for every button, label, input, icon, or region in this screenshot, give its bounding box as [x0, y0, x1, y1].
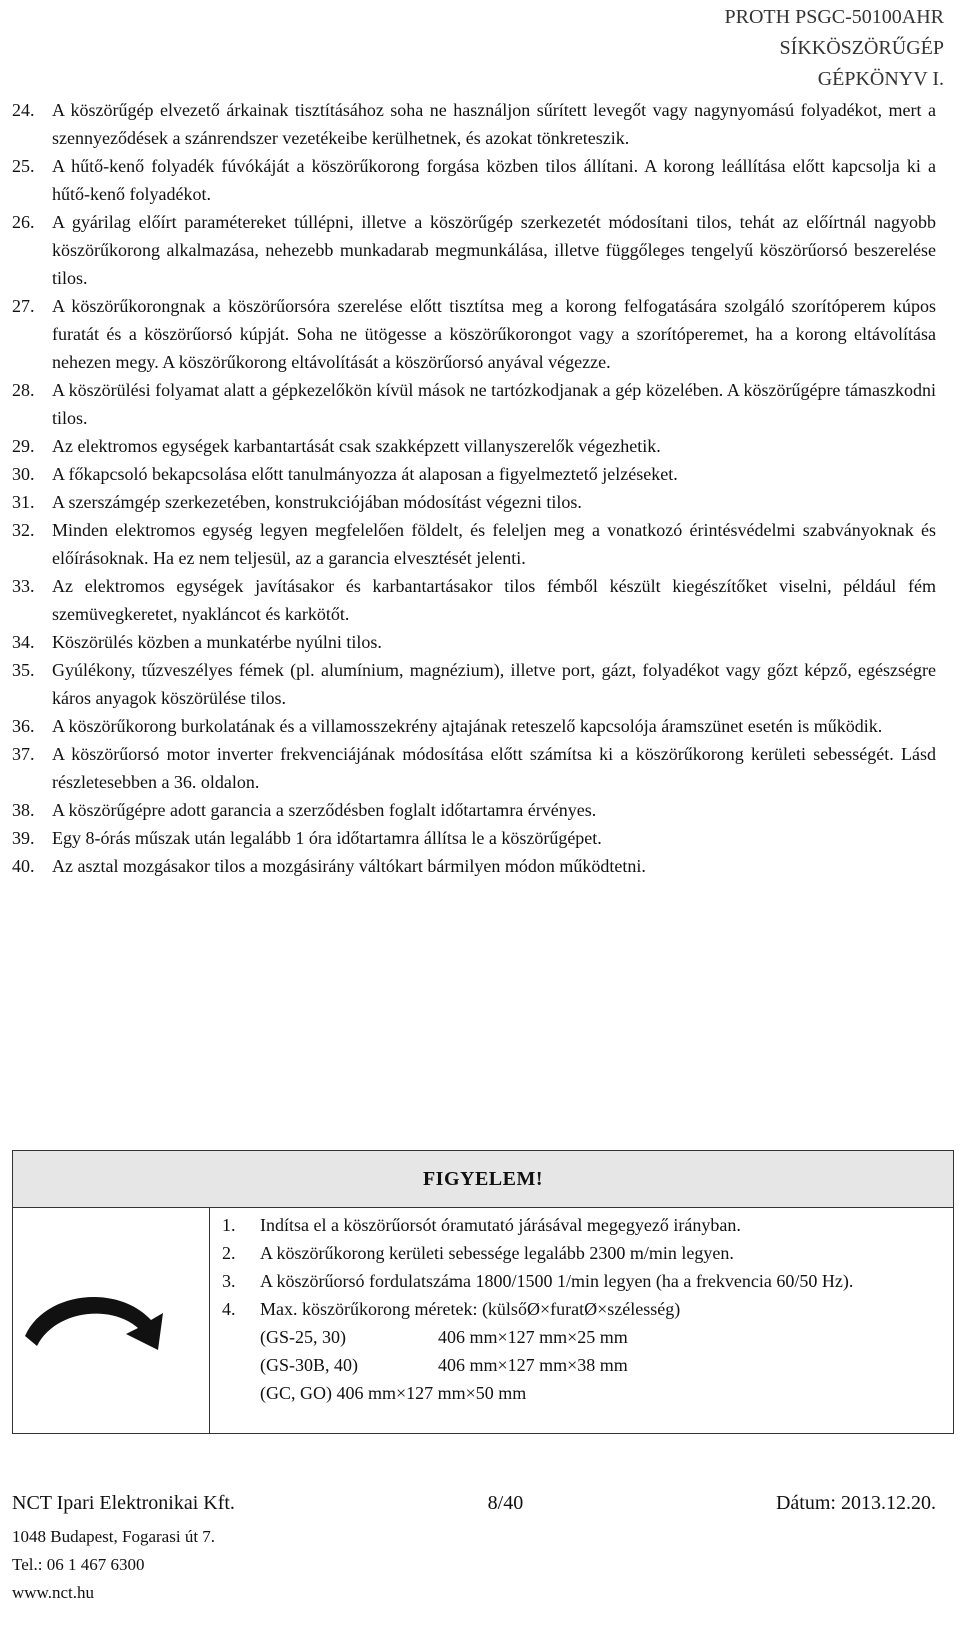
rule-item-text: A köszörűkorong burkolatának és a villamosszekrény ajtajának reteszelő kapcsolója áramszünet esetén is működik.	[52, 716, 883, 736]
header-model: PROTH PSGC-50100AHR	[724, 6, 944, 28]
header-machine-type: SÍKKÖSZÖRŰGÉP	[779, 37, 944, 59]
rule-item-number: 26.	[12, 212, 35, 232]
rule-item	[12, 572, 936, 628]
footer-website[interactable]: www.nct.hu	[12, 1583, 94, 1602]
rule-item-number: 38.	[12, 800, 35, 820]
rule-item	[12, 824, 936, 852]
rotation-direction-panel	[13, 1208, 210, 1434]
dimension-model: (GS-25, 30)	[260, 1327, 346, 1347]
rule-item	[12, 292, 936, 376]
rule-item-number: 33.	[12, 576, 35, 596]
rule-item-number: 28.	[12, 380, 35, 400]
rule-item	[12, 740, 936, 796]
rule-item-text: Az asztal mozgásakor tilos a mozgásirány váltókart bármilyen módon működtetni.	[52, 856, 646, 876]
dimension-row: (GC, GO) 406 mm×127 mm×50 mm	[260, 1383, 527, 1403]
rule-item-number: 32.	[12, 520, 35, 540]
rule-item-number: 24.	[12, 100, 35, 120]
rule-item	[12, 712, 936, 740]
rule-item-text: A hűtő-kenő folyadék fúvókáját a köszörűkorong forgása közben tilos állítani. A korong leállítása előtt kapcsolja ki a hűtő-kenő folyadékot.	[52, 156, 936, 204]
rule-item	[12, 852, 936, 880]
rule-item-number: 29.	[12, 436, 35, 456]
warning-item-number: 3.	[222, 1271, 236, 1291]
rule-item	[12, 656, 936, 712]
footer-page-number: 8/40	[487, 1492, 524, 1514]
dimension-row	[260, 1351, 941, 1379]
warning-item-text: Max. köszörűkorong méretek: (külsőØ×furatØ×szélesség)	[260, 1299, 681, 1319]
warning-items	[210, 1208, 953, 1434]
rule-item	[12, 628, 936, 656]
rule-item-text: Egy 8-órás műszak után legalább 1 óra időtartamra állítsa le a köszörűgépet.	[52, 828, 602, 848]
footer-company: NCT Ipari Elektronikai Kft.	[12, 1492, 235, 1514]
rule-item-text: Az elektromos egységek karbantartását csak szakképzett villanyszerelők végezhetik.	[52, 436, 661, 456]
rule-item-text: Gyúlékony, tűzveszélyes fémek (pl. alumínium, magnézium), illetve port, gázt, folyadékot vagy gőzt képző, egészségre káros anyagok köszörülése tilos.	[52, 660, 936, 708]
rule-item-number: 35.	[12, 660, 35, 680]
rule-item	[12, 152, 936, 208]
rule-item-number: 40.	[12, 856, 35, 876]
rule-item	[12, 96, 936, 152]
rule-item-number: 31.	[12, 492, 35, 512]
warning-item-text: A köszörűkorong kerületi sebessége legalább 2300 m/min legyen.	[260, 1243, 734, 1263]
footer-date: Dátum: 2013.12.20.	[775, 1492, 936, 1514]
warning-item-number: 1.	[222, 1215, 236, 1235]
rule-item	[12, 376, 936, 432]
warning-item	[222, 1267, 941, 1295]
safety-rules-list	[12, 96, 936, 880]
rule-item	[12, 208, 936, 292]
dimension-model: (GS-30B, 40)	[260, 1355, 358, 1375]
rule-item	[12, 516, 936, 572]
rule-item	[12, 460, 936, 488]
rule-item-text: A szerszámgép szerkezetében, konstrukciójában módosítást végezni tilos.	[52, 492, 582, 512]
rule-item-number: 36.	[12, 716, 35, 736]
rule-item-number: 27.	[12, 296, 35, 316]
warning-item-number: 4.	[222, 1299, 236, 1319]
rule-item-text: A gyárilag előírt paramétereket túllépni, illetve a köszörűgép szerkezetét módosítani tilos, tehát az előírtnál nagyobb köszörűkorong alkalmazása, nehezebb munkadarab megmunkálása, illetve függőleges tengelyű köszörűorsó beszerelése tilos.	[52, 212, 936, 288]
document-header	[725, 2, 944, 95]
rule-item-text: A köszörűgép elvezető árkainak tisztításához soha ne használjon sűrített levegőt vagy nagynyomású folyadékot, mert a szennyeződések a szánrendszer vezetékeibe kerülhetnek, és azokat tönkreteszik.	[52, 100, 936, 148]
rule-item	[12, 796, 936, 824]
rule-item-number: 30.	[12, 464, 35, 484]
rule-item-text: A köszörűkorongnak a köszörűorsóra szerelése előtt tisztítsa meg a korong felfogatására szolgáló szorítóperem kúpos furatát és a köszörűorsó kúpját. Soha ne ütögesse a köszörűkorongot vagy a szorítóperemet, ha a korong eltávolítása nehezen megy. A köszörűkorong eltávolítását a köszörűorsó anyával végezze.	[52, 296, 936, 372]
warning-item-text: A köszörűorsó fordulatszáma 1800/1500 1/min legyen (ha a frekvencia 60/50 Hz).	[260, 1271, 854, 1291]
dimension-row	[260, 1323, 941, 1351]
document-footer	[12, 1489, 936, 1607]
rule-item-text: A főkapcsoló bekapcsolása előtt tanulmányozza át alaposan a figyelmeztető jelzéseket.	[52, 464, 678, 484]
dimension-size: 406 mm×127 mm×25 mm	[438, 1327, 628, 1347]
dimension-size: 406 mm×127 mm×38 mm	[438, 1355, 628, 1375]
rule-item-number: 39.	[12, 828, 35, 848]
rule-item-text: A köszörűorsó motor inverter frekvenciájának módosítása előtt számítsa ki a köszörűkorong kerületi sebességét. Lásd részletesebben a 36. oldalon.	[52, 744, 936, 792]
warning-box	[12, 1150, 954, 1434]
rule-item-text: A köszörűgépre adott garancia a szerződésben foglalt időtartamra érvényes.	[52, 800, 597, 820]
rule-item	[12, 488, 936, 516]
rule-item-number: 34.	[12, 632, 35, 652]
rule-item-text: A köszörülési folyamat alatt a gépkezelőkön kívül mások ne tartózkodjanak a gép közelében. A köszörűgépre támaszkodni tilos.	[52, 380, 936, 428]
warning-item	[222, 1239, 941, 1267]
footer-address: 1048 Budapest, Fogarasi út 7.	[12, 1527, 216, 1546]
rule-item	[12, 432, 936, 460]
rule-item-text: Köszörülés közben a munkatérbe nyúlni tilos.	[52, 632, 382, 652]
warning-item-text: Indítsa el a köszörűorsót óramutató járásával megegyező irányban.	[260, 1215, 741, 1235]
header-manual-title: GÉPKÖNYV I.	[817, 68, 944, 90]
warning-item	[222, 1295, 941, 1323]
rule-item-text: Minden elektromos egység legyen megfelelően földelt, és feleljen meg a vonatkozó érintésvédelmi szabványoknak és előírásoknak. Ha ez nem teljesül, az a garancia elvesztését jelenti.	[52, 520, 936, 568]
warning-item	[222, 1211, 941, 1239]
footer-phone: Tel.: 06 1 467 6300	[12, 1555, 145, 1574]
rule-item-number: 25.	[12, 156, 35, 176]
warning-item-number: 2.	[222, 1243, 236, 1263]
warning-title: FIGYELEM!	[13, 1151, 953, 1208]
rule-item-text: Az elektromos egységek javításakor és karbantartásakor tilos fémből készült kiegészítőket viselni, például fém szemüvegkeretet, nyakláncot és karkötőt.	[52, 576, 936, 624]
curved-arrow-icon	[23, 1286, 173, 1356]
rule-item-number: 37.	[12, 744, 35, 764]
